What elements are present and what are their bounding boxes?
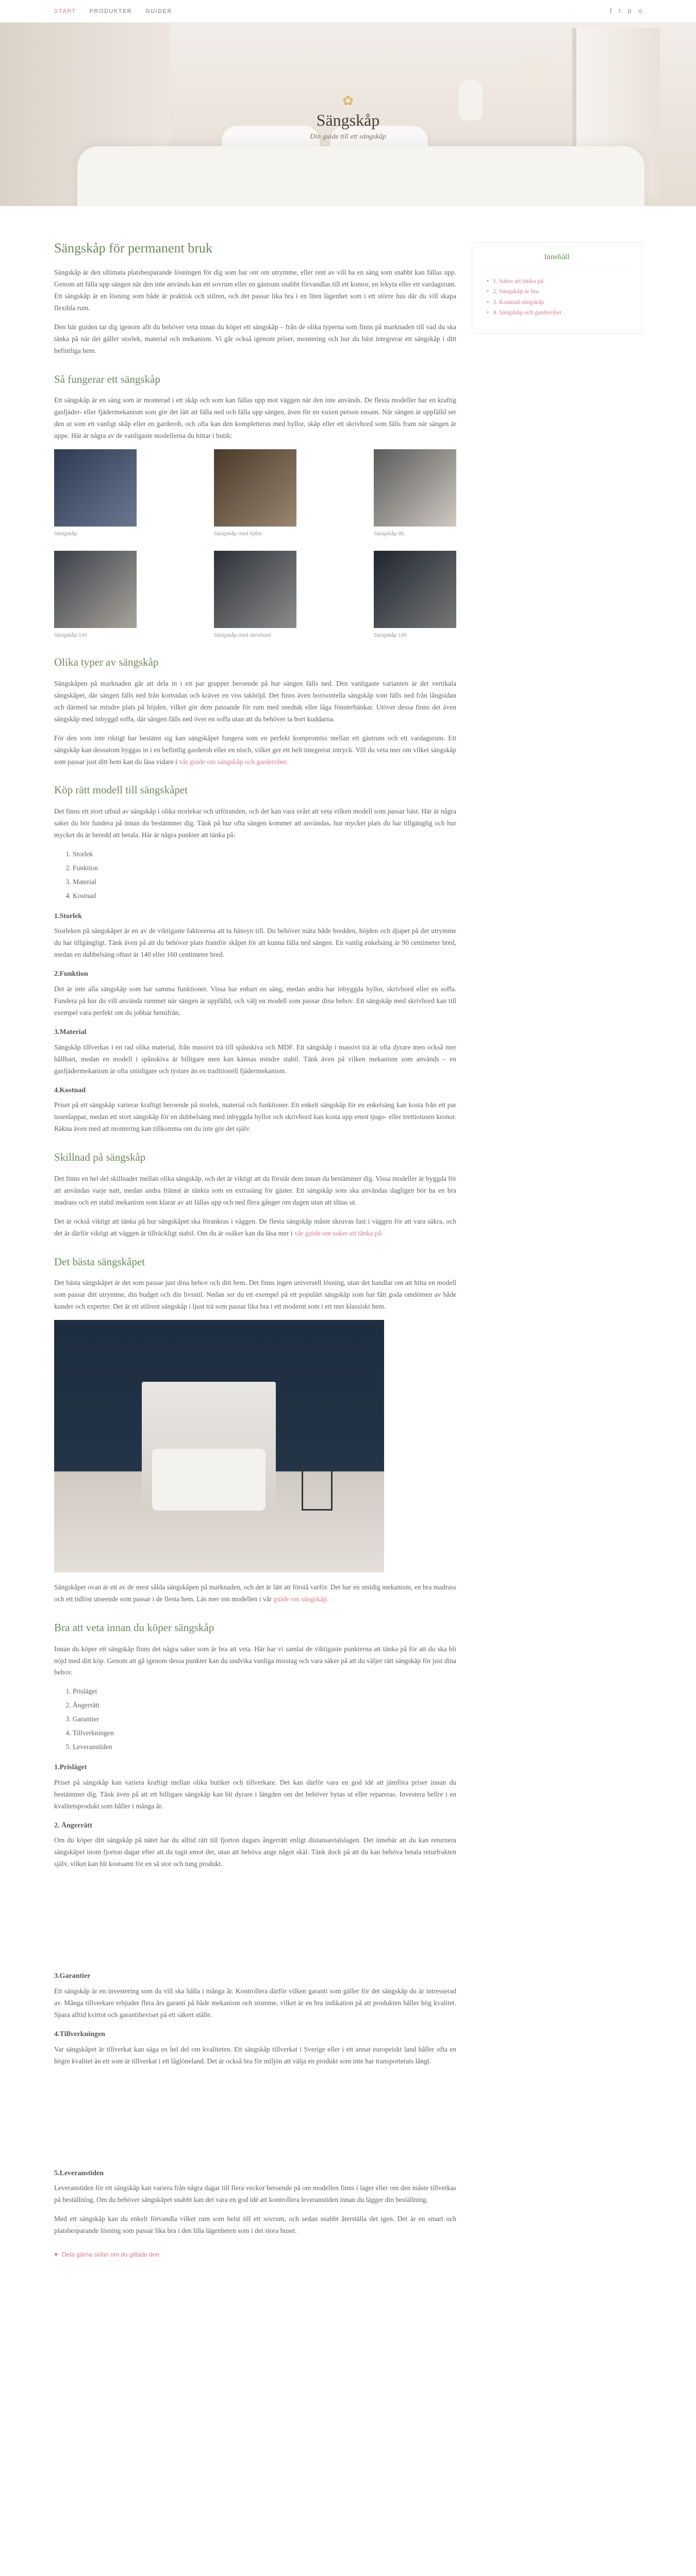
subheading: 3.Garantier <box>54 1972 91 1980</box>
sidebar-toc <box>472 242 642 334</box>
intro-paragraph: Sängskåp är den ultimata platsbesparande lösningen för dig som har ont om utrymme, eller rent av vill ha en säng som snabbt kan fällas upp. Genom att fälla upp sängen när den inte används kan ett sovrum eller en gästrum snabbt förvandlas till ett kontor, en lekyta eller ett vardagsrum. Ett sängskåp är en lösning som både är praktisk och stilren, och det passar lika bra i en liten lägenhet som i ett större hus där du vill skapa flexibla rum. <box>54 268 456 312</box>
bullet-icon: • <box>487 277 489 284</box>
instagram-icon[interactable]: o <box>638 7 642 14</box>
toc-link[interactable]: 3. Kostnad sängskåp <box>493 298 544 306</box>
subheading: 2. Ångerrätt <box>54 1821 92 1829</box>
paragraph: Leveranstiden för ett sängskåp kan variera från några dagar till flera veckor beroende på om modellen finns i lager eller om den måste tillverkas på beställning. Om du behöver sängskåpet snabbt kan det vara en god idé att kontrollera leveranstiden innan du lägger din beställning. <box>54 2184 456 2204</box>
sidebar-title: Innehåll <box>487 253 627 268</box>
toc-item[interactable] <box>487 286 627 296</box>
section-heading: Bra att veta innan du köper sängskåp <box>54 1621 214 1634</box>
gallery-item[interactable] <box>374 449 456 538</box>
section-heading: Det bästa sängskåpet <box>54 1255 145 1268</box>
subheading: 1.Prisläget <box>54 1764 87 1772</box>
site-tagline: Din guide till ett sängskåp <box>310 133 386 141</box>
list-item: 1. Storlek <box>73 849 456 860</box>
embed-placeholder <box>54 2075 456 2162</box>
product-gallery <box>54 449 456 640</box>
gallery-item[interactable] <box>214 449 296 538</box>
paragraph: Med ett sängskåp kan du enkelt förvandla vilket rum som helst till ett sovrum, och sedan snabbt återställa det igen. Det är en smart och platsbesparande lösning som passar lika bra i den lilla lägenheten som i det stora huset. <box>54 2215 456 2235</box>
list-item: 1. Prisläget <box>73 1686 456 1698</box>
featured-product-image[interactable] <box>54 1320 384 1572</box>
section-heading: Köp rätt modell till sängskåpet <box>54 784 188 796</box>
gallery-item[interactable] <box>54 449 137 538</box>
list-item: 2. Ångerrätt <box>73 1700 456 1711</box>
toc-list <box>487 276 627 318</box>
list-item: 3. Garantier <box>73 1714 456 1725</box>
hero-bed <box>77 146 644 206</box>
paragraph: Sängskåp tillverkas i en rad olika material, från massivt trä till spånskiva och MDF. Ett sängskåp i massivt trä är ofta dyrare men också mer hållbart, medan en modell i spånskiva är billigare men kan kännas mindre stabil. Tänk även på vilken mekanism som används – en gasfjädermekanism är ofta smidigare och tystare än en traditionell fjädermekanism. <box>54 1043 456 1075</box>
list-item: 4. Tillverkningen <box>73 1727 456 1739</box>
paragraph-text: För den som inte riktigt har bestämt sig kan sängskåpet fungera som en perfekt kompromiss mellan ett gästrum och ett vardagsrum. Ett sängskåp kan dessutom byggas in i en befintlig garderob eller en nisch, vilket ger ett helt integrerat intryck. Vill du veta mer om vilket sängskåp som passar just ditt hem kan du läsa vidare i <box>54 734 456 766</box>
toc-item[interactable] <box>487 297 627 307</box>
product-image[interactable] <box>54 551 137 628</box>
product-image[interactable] <box>374 551 456 628</box>
subheading: 5.Leveranstiden <box>54 2169 104 2177</box>
bullet-icon: • <box>487 309 489 316</box>
gallery-item[interactable] <box>214 551 296 640</box>
checklist <box>73 1686 456 1753</box>
toc-link[interactable]: 2. Sängskåp är bra <box>493 287 539 295</box>
gallery-caption: Sängskåp 140 <box>374 633 407 639</box>
product-image[interactable] <box>214 551 296 628</box>
site-title[interactable]: Sängskåp <box>316 111 380 129</box>
paragraph: Innan du köper ett sängskåp finns det några saker som är bra att veta. Här har vi samlat de viktigaste punkterna att tänka på för att du ska bli nöjd med ditt köp. Genom att gå igenom dessa punkter kan du undvika vanliga misstag och vara säker på att du väljer rätt sängskåp för just dina behov. <box>54 1645 456 1676</box>
paragraph: Storleken på sängskåpet är en av de viktigaste faktorerna att ta hänsyn till. Du behöver mäta både bredden, höjden och djupet på det utrymme du har tillgängligt. Tänk även på att du behöver plats framför skåpet för att kunna fälla ned sängen. En vanlig enkelsäng är 90 centimeter bred, medan en dubbelsäng oftast är 140 eller 160 centimeter bred. <box>54 927 456 959</box>
paragraph-text: Sängskåpet ovan är ett av de mest sålda sängskåpen på marknaden, och det är lätt att förstå varför. Det har en smidig mekanism, en bra madrass och ett tidlöst utseende som passar i de flesta hem. Läs mer om modellen i vår <box>54 1583 456 1603</box>
toc-link[interactable]: 4. Sängskåp och garderober <box>493 309 562 316</box>
nav-produkter[interactable]: PRODUKTER <box>89 8 132 14</box>
nav-guider[interactable]: GUIDER <box>145 8 172 14</box>
paragraph <box>54 1216 456 1240</box>
inline-link[interactable]: vår guide om saker att tänka på. <box>294 1229 384 1237</box>
paragraph-text: Det är också viktigt att tänka på hur sängskåpet ska förankras i väggen. De flesta sängskåp måste skruvas fast i väggen för att vara säkra, och det är därför viktigt att väggen är tillräckligt stabil. Om du är osäker kan du läsa mer i <box>54 1217 456 1237</box>
subheading: 4.Kostnad <box>54 1086 86 1094</box>
paragraph: Priset på ett sängskåp varierar kraftigt beroende på storlek, material och funktioner. Ett enkelt sängskåp för en enkelsäng kan kosta från ett par tusenlappar, medan ett stort sängskåp för en dubbelsäng med inbyggda hyllor och skrivbord kan kosta upp emot tjugo- eller trettiotusen kronor. Räkna även med att montering kan tillkomma om du inte gör det själv. <box>54 1101 456 1133</box>
paragraph: Priset på sängskåp kan variera kraftigt mellan olika butiker och tillverkare. Det kan därför vara en god idé att jämföra priser innan du bestämmer dig. Tänk även på att ett billigare sängskåp kan bli dyrare i längden om det behöver bytas ut eller repareras. Investera hellre i en kvalitetsprodukt som håller i många år. <box>54 1778 456 1810</box>
gallery-caption: Sängskåp 160 <box>54 633 87 639</box>
chair <box>302 1464 333 1511</box>
main-nav <box>54 8 172 14</box>
paragraph <box>54 733 456 768</box>
paragraph: Var sängskåpet är tillverkat kan säga en hel del om kvaliteten. Ett sängskåp tillverkat i Sverige eller i ett annat europeiskt land håller ofta en högre kvalitet än ett som är tillverkat i ett låglöneland. Det är också bra för miljön att välja en produkt som inte har transporterats långt. <box>54 2045 456 2065</box>
share-link[interactable] <box>54 2249 456 2260</box>
product-image[interactable] <box>374 449 456 527</box>
social-links <box>610 7 642 14</box>
gallery-caption: Sängskåp 90 <box>374 531 404 537</box>
subheading: 1.Storlek <box>54 912 82 920</box>
hero-banner <box>0 23 696 206</box>
list-item: 3. Material <box>73 876 456 888</box>
gallery-caption: Sängskåp med skrivbord <box>214 633 271 639</box>
paragraph: Ett sängskåp är en investering som du vill ska hålla i många år. Kontrollera därför vilken garanti som gäller för det sängskåp du är intresserad av. Många tillverkare erbjuder flera års garanti på både mekanism och stomme, vilket är en bra indikation på att produkten håller hög kvalitet. Spara alltid kvittot och garantibeviset på ett säkert ställe. <box>54 1987 456 2019</box>
subheading: 3.Material <box>54 1028 87 1036</box>
list-item: 2. Funktion <box>73 862 456 874</box>
list-item: 5. Leveranstiden <box>73 1741 456 1753</box>
checklist <box>73 849 456 902</box>
share-label[interactable]: Dela gärna sidan om du gillade den <box>62 2251 159 2259</box>
product-image[interactable] <box>214 449 296 527</box>
section-heading: Olika typer av sängskåp <box>54 656 159 669</box>
toc-item[interactable] <box>487 276 627 286</box>
article-title: Sängskåp för permanent bruk <box>54 241 212 256</box>
section-heading: Skillnad på sängskåp <box>54 1151 146 1164</box>
top-bar <box>0 0 696 23</box>
bullet-icon: • <box>487 287 489 295</box>
gallery-caption: Sängskåp <box>54 531 77 537</box>
inline-link[interactable]: vår guide om sängskåp och garderober. <box>179 757 288 766</box>
paragraph: Det bästa sängskåpet är det som passar just dina behov och ditt hem. Det finns ingen universell lösning, utan det handlar om att hitta en modell som passar ditt utrymme, din budget och din livsstil. Nedan ser du ett exempel på ett populärt sängskåp som har fått goda omdömen av både kunder och experter. Det är ett stilrent sängskåp i ljust trä som passar lika bra i ett modernt som i ett mer klassiskt hem. <box>54 1279 456 1311</box>
wall-bed-mattress <box>152 1449 266 1511</box>
list-item: 4. Kostnad <box>73 890 456 902</box>
gallery-item[interactable] <box>54 551 137 640</box>
subheading: 2.Funktion <box>54 970 88 978</box>
hero-lamp <box>521 59 552 90</box>
nav-start[interactable]: START <box>54 8 76 14</box>
paragraph: Sängskåpen på marknaden går att dela in i ett par grupper beroende på hur sängen fälls ned. Den vanligaste varianten är det vertikala sängskåpet, där sängen fälls ned från kortsidan och kräver en viss takhöjd. Det finns även horisontella sängskåp som fälls ned från långsidan och därmed tar mindre plats på höjden, vilket gör dem passande för rum med snedtak eller låga fönsterbänkar. Utöver dessa finns det även sängskåp med inbyggd soffa, där sängen fälls ned över en soffa utan att du behöver ta bort kuddarna. <box>54 679 456 723</box>
embed-placeholder <box>54 1877 456 1965</box>
paragraph: Ett sängskåp är en säng som är monterad i ett skåp och som kan fällas upp mot väggen när den inte används. De flesta modeller har en kraftig gasfjäder- eller fjädermekanism som gör det lätt att fälla ned och fälla upp sängen, även för en vuxen person ensam. När sängen är uppfälld ser den ut som ett vanligt skåp eller en garderob, och ofta kan den kompletteras med hyllor, skåp eller ett skrivbord som fälls fram när sängen är uppe. Här är några av de vanligaste modellerna du hittar i butik: <box>54 396 456 440</box>
pinterest-icon[interactable]: p <box>627 7 632 14</box>
twitter-icon[interactable]: t <box>619 7 621 14</box>
paragraph: Det finns en hel del skillnader mellan olika sängskåp, och det är viktigt att du förstår dem innan du bestämmer dig. Vissa modeller är byggda för att användas varje natt, medan andra främst är tänkta som en extrasäng för gäster. Ett sängskåp som ska användas dagligen bör ha en bra madrass och en stabil mekanism som klarar av att fällas upp och ned flera gånger om dagen utan att slitas ut. <box>54 1174 456 1206</box>
heart-icon: ♥ <box>54 2251 58 2259</box>
paragraph: Det finns ett stort utbud av sängskåp i olika storlekar och utföranden, och det kan vara svårt att veta vilken modell som passar bäst. Här är några saker du bör fundera på innan du bestämmer dig. Tänk på hur ofta sängen kommer att användas, hur mycket plats du har tillgänglig och hur mycket du är beredd att betala. Här är några punkter att tänka på: <box>54 807 456 839</box>
subheading: 4.Tillverkningen <box>54 2030 105 2038</box>
intro-paragraph-2: Den här guiden tar dig igenom allt du behöver veta innan du köper ett sängskåp – från de olika typerna som finns på marknaden till vad du ska tänka på när det gäller storlek, material och mekanism. Vi går också igenom priser, montering och hur du bäst integrerar ett sängskåp i ditt befintliga hem. <box>54 323 456 354</box>
inline-link[interactable]: guide om sängskåp. <box>273 1595 329 1603</box>
section-heading: Så fungerar ett sängskåp <box>54 372 160 385</box>
toc-link[interactable]: 1. Saker att tänka på <box>493 277 543 284</box>
site-brand <box>0 93 696 141</box>
toc-item[interactable] <box>487 307 627 317</box>
paragraph: Det är inte alla sängskåp som har samma funktioner. Vissa har enbart en säng, medan andra har inbyggda hyllor, skrivbord eller en soffa. Fundera på hur du vill använda rummet när sängen är uppfälld, och välj en modell som passar dina behov. Ett sängskåp med skrivbord kan till exempel vara perfekt om du jobbar hemifrån. <box>54 985 456 1016</box>
gallery-caption: Sängskåp med hyllor <box>214 531 262 537</box>
article <box>54 237 456 2260</box>
paragraph <box>54 1582 456 1605</box>
product-image[interactable] <box>54 449 137 527</box>
gallery-item[interactable] <box>374 551 456 640</box>
logo-icon[interactable]: ✿ <box>342 93 354 108</box>
bullet-icon: • <box>487 298 489 306</box>
facebook-icon[interactable]: f <box>609 7 612 14</box>
paragraph: Om du köper ditt sängskåp på nätet har du alltid rätt till fjorton dagars ångerrätt enligt distansavtalslagen. Det innebär att du kan returnera sängskåpet inom fjorton dagar efter att du tagit emot det, utan att behöva ange något skäl. Tänk dock på att du kan behöva betala returfrakten själv, vilket kan bli kostsamt för en så stor och tung produkt. <box>54 1836 456 1868</box>
